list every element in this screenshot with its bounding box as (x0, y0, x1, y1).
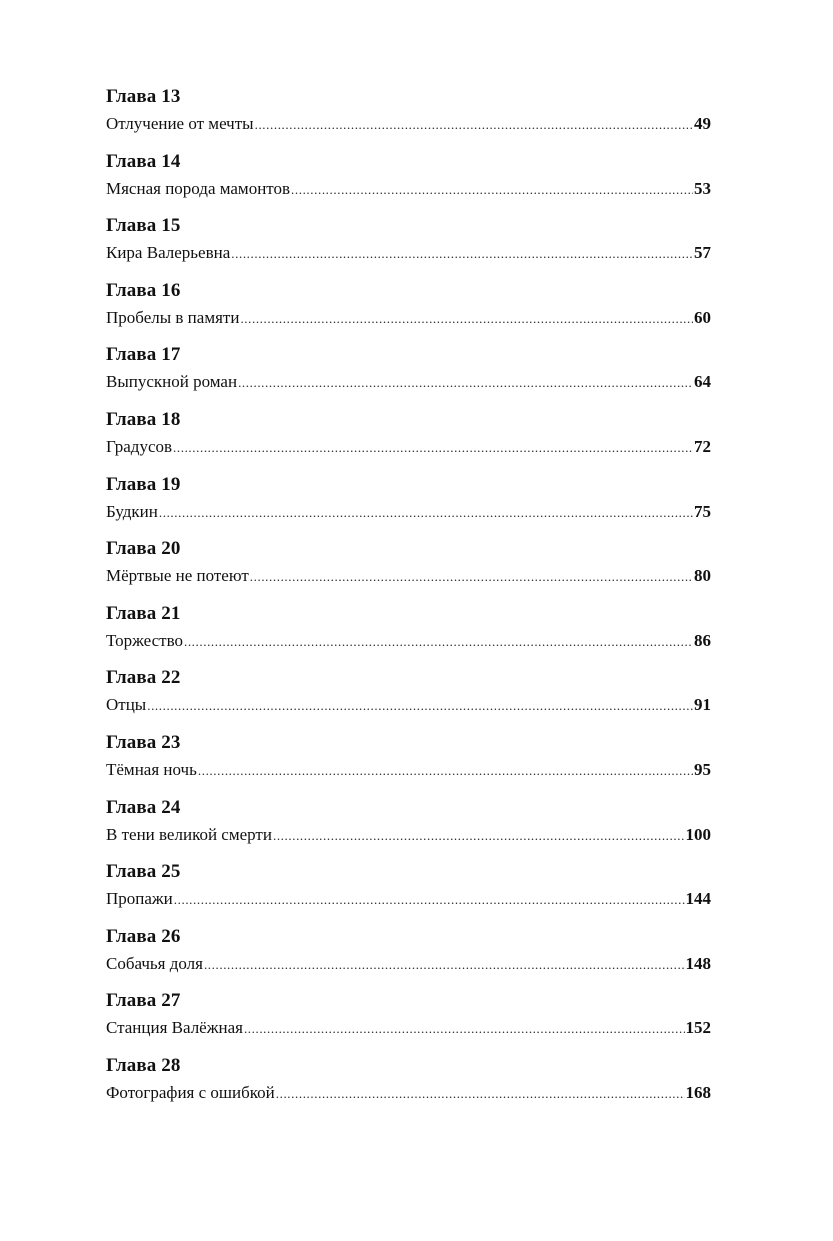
toc-entry (106, 407, 711, 472)
toc-entry (106, 601, 711, 666)
chapter-title: Пропажи (106, 889, 173, 909)
page-number: 100 (685, 824, 711, 844)
toc-entry (106, 988, 711, 1053)
chapter-heading: Глава 14 (106, 150, 181, 172)
chapter-heading: Глава 16 (106, 279, 181, 301)
page-number: 168 (685, 1082, 711, 1102)
chapter-heading: Глава 26 (106, 925, 181, 947)
chapter-title: Пробелы в памяти (106, 307, 240, 327)
chapter-heading: Глава 15 (106, 215, 181, 237)
toc-line[interactable] (106, 175, 711, 203)
dot-leader (240, 305, 693, 333)
chapter-heading: Глава 21 (106, 602, 181, 624)
page-number: 148 (685, 953, 711, 973)
chapter-heading: Глава 13 (106, 86, 181, 107)
dot-leader (255, 111, 693, 139)
dot-leader (244, 1015, 685, 1043)
chapter-heading: Глава 25 (106, 861, 181, 883)
chapter-title: Кира Валерьевна (106, 243, 231, 263)
chapter-heading: Глава 24 (106, 796, 181, 818)
page-number: 144 (685, 889, 711, 909)
page-number: 72 (694, 436, 711, 456)
toc-line[interactable] (106, 110, 711, 138)
toc-entry (106, 665, 711, 730)
page-number: 75 (694, 501, 711, 521)
dot-leader (231, 240, 693, 268)
dot-leader (173, 434, 693, 462)
toc-entry (106, 84, 711, 149)
toc-line[interactable] (106, 433, 711, 461)
chapter-heading: Глава 28 (106, 1054, 181, 1076)
toc-line[interactable] (106, 1014, 711, 1042)
toc-line[interactable] (106, 304, 711, 332)
chapter-heading: Глава 22 (106, 667, 181, 689)
chapter-heading: Глава 18 (106, 408, 181, 430)
dot-leader (174, 886, 685, 914)
dot-leader (238, 369, 693, 397)
toc-line[interactable] (106, 756, 711, 784)
toc-line[interactable] (106, 691, 711, 719)
chapter-heading: Глава 20 (106, 538, 181, 560)
toc-line[interactable] (106, 562, 711, 590)
toc-line[interactable] (106, 1079, 711, 1107)
chapter-heading: Глава 23 (106, 731, 181, 753)
dot-leader (276, 1080, 685, 1108)
dot-leader (204, 951, 685, 979)
dot-leader (147, 692, 693, 720)
toc-line[interactable] (106, 239, 711, 267)
chapter-title: Собачья доля (106, 953, 203, 973)
page-number: 49 (694, 114, 711, 133)
chapter-title: Будкин (106, 501, 158, 521)
toc-entry (106, 472, 711, 537)
toc-entry (106, 278, 711, 343)
toc-entry (106, 213, 711, 278)
page-number: 95 (694, 759, 711, 779)
chapter-title: Фотография с ошибкой (106, 1082, 275, 1102)
toc-entry (106, 536, 711, 601)
page-number: 152 (685, 1018, 711, 1038)
chapter-heading: Глава 27 (106, 990, 181, 1012)
toc-line[interactable] (106, 821, 711, 849)
toc-entry (106, 795, 711, 860)
page-number: 91 (694, 695, 711, 715)
chapter-title: Отцы (106, 695, 147, 715)
toc-entry (106, 149, 711, 214)
table-of-contents (106, 84, 711, 1118)
toc-entry (106, 859, 711, 924)
page-number: 60 (694, 307, 711, 327)
toc-entry (106, 730, 711, 795)
toc-entry (106, 1053, 711, 1118)
chapter-title: В тени великой смерти (106, 824, 272, 844)
dot-leader (273, 822, 685, 850)
toc-line[interactable] (106, 627, 711, 655)
chapter-title: Градусов (106, 436, 173, 456)
dot-leader (184, 628, 693, 656)
toc-entry (106, 342, 711, 407)
dot-leader (250, 563, 693, 591)
dot-leader (159, 499, 693, 527)
dot-leader (198, 757, 693, 785)
toc-line[interactable] (106, 368, 711, 396)
toc-line[interactable] (106, 498, 711, 526)
chapter-heading: Глава 17 (106, 344, 181, 366)
toc-entry (106, 924, 711, 989)
page-number: 86 (694, 630, 711, 650)
chapter-title: Тёмная ночь (106, 759, 197, 779)
chapter-title: Торжество (106, 630, 183, 650)
chapter-heading: Глава 19 (106, 473, 181, 495)
chapter-title: Отлучение от мечты (106, 114, 254, 133)
chapter-title: Мясная порода мамонтов (106, 178, 291, 198)
page-number: 57 (694, 243, 711, 263)
chapter-title: Станция Валёжная (106, 1018, 243, 1038)
toc-line[interactable] (106, 885, 711, 913)
page-number: 64 (694, 372, 711, 392)
page-number: 80 (694, 566, 711, 586)
toc-line[interactable] (106, 950, 711, 978)
chapter-title: Мёртвые не потеют (106, 566, 249, 586)
dot-leader (291, 176, 693, 204)
page-number: 53 (694, 178, 711, 198)
chapter-title: Выпускной роман (106, 372, 238, 392)
